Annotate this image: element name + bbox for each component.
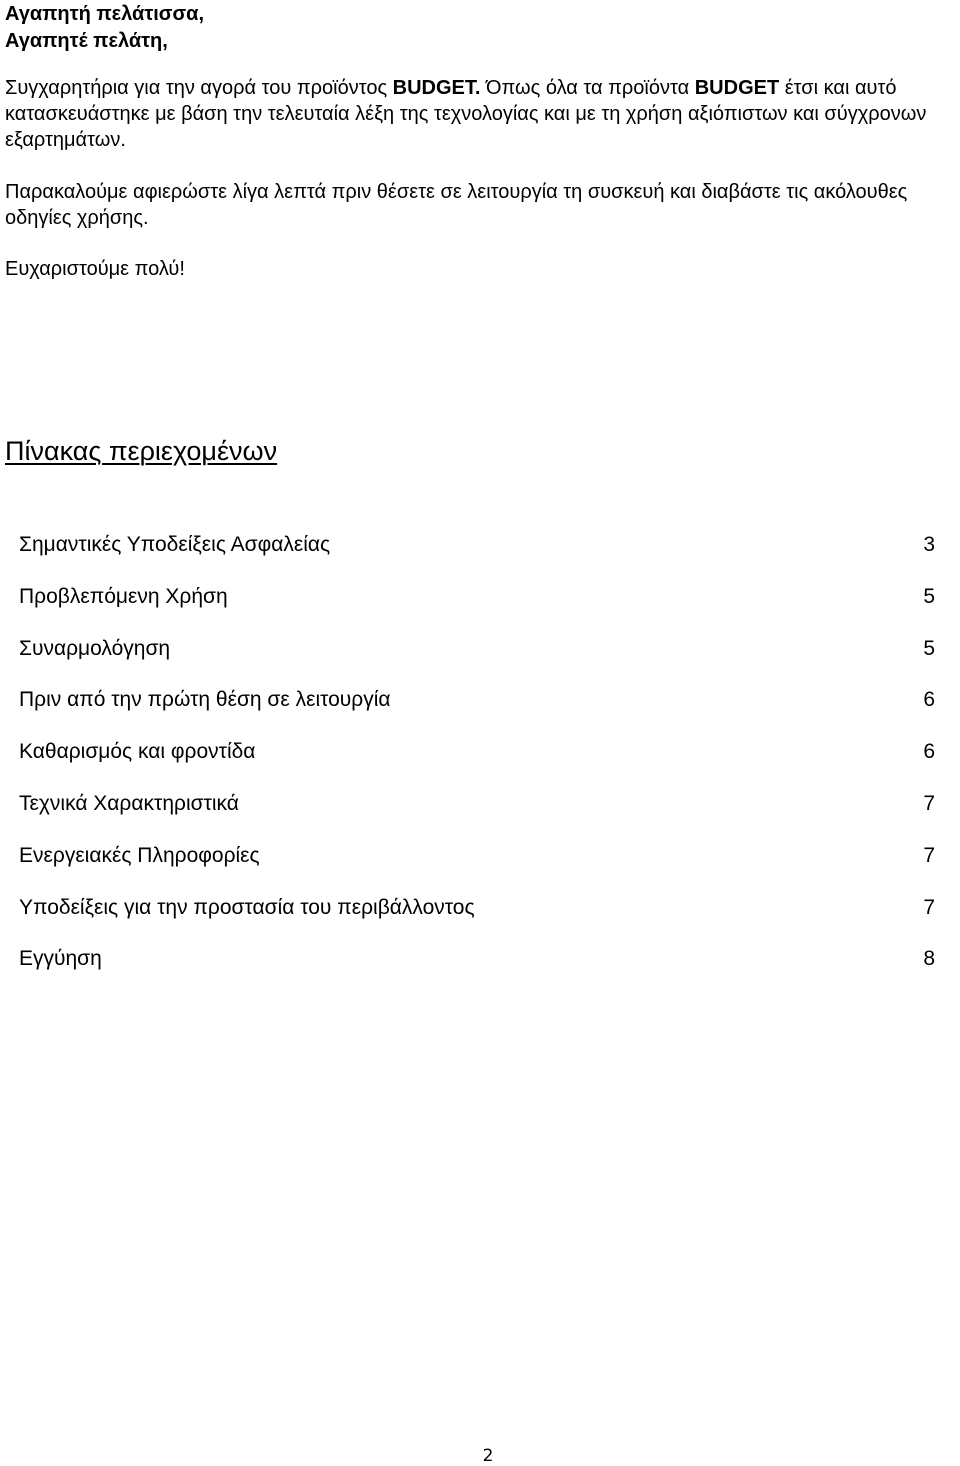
intro-text-3: έτσι και αυτό κατασκευάστηκε με βάση την τελευταία λέξη της τεχνολογίας και με τη χρήση αξιόπιστων και σύγχρονων εξαρτημάτων. [5, 77, 927, 151]
intro-brand-2: BUDGET [694, 77, 780, 99]
greeting-line-male: Αγαπητέ πελάτη, [5, 30, 168, 52]
toc-entry-page: 7 [923, 791, 935, 815]
toc-entry-title: Συναρμολόγηση [19, 636, 171, 660]
toc-entry-title: Πριν από την πρώτη θέση σε λειτουργία [19, 688, 391, 712]
toc-entry[interactable] [19, 790, 935, 842]
thanks-paragraph: Ευχαριστούμε πολύ! [5, 258, 185, 280]
intro-brand-1: BUDGET. [392, 77, 481, 99]
toc-entry-page: 5 [923, 584, 935, 608]
toc-entry-title: Προβλεπόμενη Χρήση [19, 584, 228, 608]
toc-entry[interactable] [19, 894, 935, 946]
toc-entry[interactable] [19, 583, 935, 635]
toc-entry[interactable] [19, 531, 935, 583]
toc-entry-page: 3 [923, 533, 935, 556]
toc-entry-page: 7 [923, 895, 935, 919]
toc-entry[interactable] [19, 686, 935, 738]
page-number: 2 [482, 1446, 494, 1466]
toc-entry[interactable] [19, 842, 935, 894]
toc-entry-page: 7 [923, 843, 935, 867]
intro-paragraph [5, 75, 955, 153]
greeting-line-female: Αγαπητή πελάτισσα, [5, 3, 205, 25]
toc-entry[interactable] [19, 738, 935, 790]
toc-entry-title: Εγγύηση [19, 947, 102, 971]
toc-entry[interactable] [19, 635, 935, 687]
toc-entry-title: Υποδείξεις για την προστασία του περιβάλλοντος [19, 895, 475, 919]
toc-entry-page: 6 [923, 688, 935, 712]
request-paragraph: Παρακαλούμε αφιερώστε λίγα λεπτά πριν θέσετε σε λειτουργία τη συσκευή και διαβάστε τις ακόλουθες οδηγίες χρήσης. [5, 181, 908, 229]
toc-entry-page: 6 [923, 740, 935, 764]
greeting [5, 1, 204, 55]
toc-entry-title: Καθαρισμός και φροντίδα [19, 740, 256, 764]
toc-entry[interactable] [19, 945, 935, 997]
toc-entry-title: Τεχνικά Χαρακτηριστικά [19, 791, 239, 815]
toc-entry-title: Ενεργειακές Πληροφορίες [19, 843, 260, 867]
intro-text-1: Συγχαρητήρια για την αγορά του προϊόντος [5, 77, 393, 99]
toc-entry-page: 5 [923, 636, 935, 660]
toc-entry-title: Σημαντικές Υποδείξεις Ασφαλείας [19, 533, 331, 556]
table-of-contents [19, 531, 935, 997]
toc-title: Πίνακας περιεχομένων [5, 436, 278, 466]
intro-text-2: Όπως όλα τα προϊόντα [480, 77, 695, 99]
toc-entry-page: 8 [923, 947, 935, 971]
